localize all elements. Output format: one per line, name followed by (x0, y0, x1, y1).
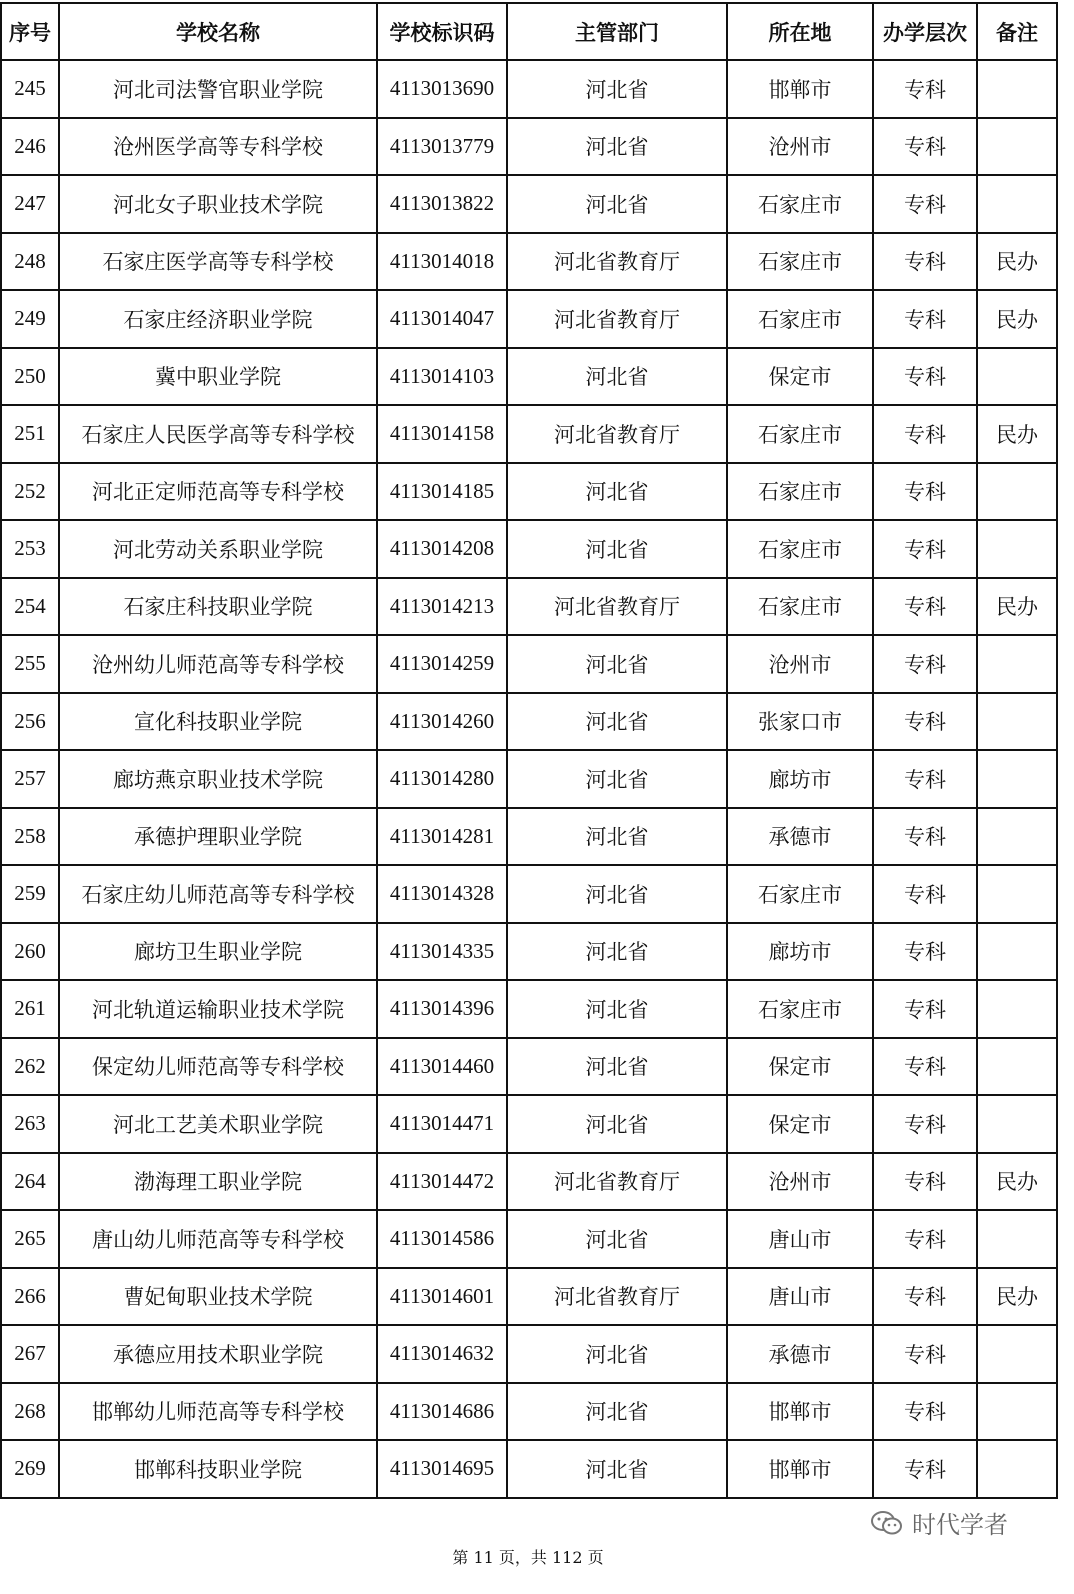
cell-department: 河北省 (507, 1038, 727, 1096)
cell-school-code: 4113013822 (377, 175, 507, 233)
cell-level: 专科 (873, 693, 977, 751)
cell-department: 河北省教育厅 (507, 1268, 727, 1326)
cell-school-name: 冀中职业学院 (59, 348, 377, 406)
cell-school-code: 4113014328 (377, 865, 507, 923)
cell-index: 253 (1, 520, 59, 578)
cell-school-code: 4113014460 (377, 1038, 507, 1096)
cell-remark (977, 1440, 1057, 1498)
cell-remark (977, 348, 1057, 406)
watermark (870, 1505, 1008, 1540)
cell-level: 专科 (873, 118, 977, 176)
header-school-name: 学校名称 (59, 3, 377, 60)
cell-location: 廊坊市 (727, 750, 873, 808)
cell-index: 254 (1, 578, 59, 636)
cell-index: 265 (1, 1210, 59, 1268)
cell-department: 河北省 (507, 1325, 727, 1383)
cell-department: 河北省 (507, 865, 727, 923)
cell-index: 245 (1, 60, 59, 118)
school-list-table (0, 2, 1058, 1499)
cell-department: 河北省 (507, 1440, 727, 1498)
page-footer: 第 11 页，共 112 页 (452, 1548, 604, 1567)
cell-school-name: 渤海理工职业学院 (59, 1153, 377, 1211)
table-row (1, 118, 1057, 176)
table-row (1, 865, 1057, 923)
table-row (1, 1153, 1057, 1211)
cell-department: 河北省 (507, 635, 727, 693)
cell-school-code: 4113013690 (377, 60, 507, 118)
cell-school-name: 宣化科技职业学院 (59, 693, 377, 751)
table-row (1, 1268, 1057, 1326)
cell-index: 257 (1, 750, 59, 808)
cell-remark (977, 463, 1057, 521)
cell-location: 石家庄市 (727, 520, 873, 578)
table-row (1, 635, 1057, 693)
cell-remark (977, 635, 1057, 693)
cell-location: 石家庄市 (727, 405, 873, 463)
cell-remark (977, 1038, 1057, 1096)
cell-remark: 民办 (977, 290, 1057, 348)
cell-level: 专科 (873, 1210, 977, 1268)
cell-school-name: 廊坊卫生职业学院 (59, 923, 377, 981)
cell-remark (977, 118, 1057, 176)
cell-school-name: 石家庄科技职业学院 (59, 578, 377, 636)
cell-department: 河北省 (507, 980, 727, 1038)
cell-department: 河北省 (507, 750, 727, 808)
cell-index: 259 (1, 865, 59, 923)
cell-department: 河北省 (507, 60, 727, 118)
cell-school-code: 4113014601 (377, 1268, 507, 1326)
cell-school-name: 河北司法警官职业学院 (59, 60, 377, 118)
table-row (1, 750, 1057, 808)
cell-location: 石家庄市 (727, 290, 873, 348)
cell-remark (977, 808, 1057, 866)
cell-remark: 民办 (977, 1268, 1057, 1326)
cell-school-name: 石家庄人民医学高等专科学校 (59, 405, 377, 463)
cell-department: 河北省教育厅 (507, 405, 727, 463)
cell-level: 专科 (873, 1325, 977, 1383)
cell-location: 沧州市 (727, 1153, 873, 1211)
table-body (1, 60, 1057, 1498)
cell-index: 250 (1, 348, 59, 406)
cell-school-code: 4113014213 (377, 578, 507, 636)
cell-location: 保定市 (727, 1038, 873, 1096)
cell-index: 261 (1, 980, 59, 1038)
cell-level: 专科 (873, 463, 977, 521)
cell-school-code: 4113014018 (377, 233, 507, 291)
cell-level: 专科 (873, 1440, 977, 1498)
cell-school-code: 4113014472 (377, 1153, 507, 1211)
table-row (1, 1095, 1057, 1153)
cell-level: 专科 (873, 405, 977, 463)
cell-school-name: 廊坊燕京职业技术学院 (59, 750, 377, 808)
cell-school-name: 承德应用技术职业学院 (59, 1325, 377, 1383)
cell-school-name: 沧州幼儿师范高等专科学校 (59, 635, 377, 693)
cell-school-code: 4113014396 (377, 980, 507, 1038)
cell-school-code: 4113014281 (377, 808, 507, 866)
cell-level: 专科 (873, 923, 977, 981)
cell-location: 唐山市 (727, 1210, 873, 1268)
cell-school-code: 4113014586 (377, 1210, 507, 1268)
cell-location: 邯郸市 (727, 1383, 873, 1441)
cell-level: 专科 (873, 348, 977, 406)
cell-location: 廊坊市 (727, 923, 873, 981)
cell-school-code: 4113014185 (377, 463, 507, 521)
cell-school-code: 4113014208 (377, 520, 507, 578)
cell-school-name: 河北女子职业技术学院 (59, 175, 377, 233)
table-row (1, 980, 1057, 1038)
cell-index: 249 (1, 290, 59, 348)
cell-school-code: 4113014103 (377, 348, 507, 406)
cell-remark: 民办 (977, 233, 1057, 291)
cell-index: 256 (1, 693, 59, 751)
cell-index: 263 (1, 1095, 59, 1153)
cell-school-code: 4113014632 (377, 1325, 507, 1383)
header-remark: 备注 (977, 3, 1057, 60)
cell-school-code: 4113014686 (377, 1383, 507, 1441)
cell-index: 248 (1, 233, 59, 291)
cell-level: 专科 (873, 980, 977, 1038)
cell-school-code: 4113014280 (377, 750, 507, 808)
table-row (1, 693, 1057, 751)
cell-school-code: 4113014260 (377, 693, 507, 751)
cell-school-name: 石家庄经济职业学院 (59, 290, 377, 348)
cell-school-name: 曹妃甸职业技术学院 (59, 1268, 377, 1326)
cell-level: 专科 (873, 865, 977, 923)
cell-school-code: 4113014259 (377, 635, 507, 693)
cell-level: 专科 (873, 1038, 977, 1096)
cell-location: 保定市 (727, 1095, 873, 1153)
header-department: 主管部门 (507, 3, 727, 60)
table-row (1, 808, 1057, 866)
cell-index: 251 (1, 405, 59, 463)
cell-remark (977, 520, 1057, 578)
cell-remark (977, 1095, 1057, 1153)
cell-index: 267 (1, 1325, 59, 1383)
table-row (1, 1383, 1057, 1441)
watermark-text: 时代学者 (912, 1511, 1008, 1539)
cell-index: 246 (1, 118, 59, 176)
cell-index: 266 (1, 1268, 59, 1326)
cell-school-code: 4113014335 (377, 923, 507, 981)
cell-location: 石家庄市 (727, 463, 873, 521)
cell-level: 专科 (873, 520, 977, 578)
cell-level: 专科 (873, 1383, 977, 1441)
table-row (1, 923, 1057, 981)
cell-location: 唐山市 (727, 1268, 873, 1326)
cell-level: 专科 (873, 808, 977, 866)
cell-school-name: 沧州医学高等专科学校 (59, 118, 377, 176)
table-row (1, 463, 1057, 521)
cell-location: 邯郸市 (727, 1440, 873, 1498)
cell-remark: 民办 (977, 405, 1057, 463)
cell-location: 沧州市 (727, 635, 873, 693)
cell-level: 专科 (873, 1153, 977, 1211)
cell-location: 石家庄市 (727, 578, 873, 636)
cell-location: 石家庄市 (727, 233, 873, 291)
cell-school-name: 河北劳动关系职业学院 (59, 520, 377, 578)
cell-department: 河北省 (507, 348, 727, 406)
cell-index: 262 (1, 1038, 59, 1096)
cell-remark: 民办 (977, 1153, 1057, 1211)
table-row (1, 348, 1057, 406)
cell-department: 河北省 (507, 1095, 727, 1153)
cell-school-name: 河北工艺美术职业学院 (59, 1095, 377, 1153)
cell-location: 承德市 (727, 1325, 873, 1383)
cell-department: 河北省 (507, 175, 727, 233)
table-row (1, 405, 1057, 463)
table-row (1, 290, 1057, 348)
cell-level: 专科 (873, 1268, 977, 1326)
table-row (1, 233, 1057, 291)
cell-school-name: 河北轨道运输职业技术学院 (59, 980, 377, 1038)
cell-school-name: 邯郸科技职业学院 (59, 1440, 377, 1498)
cell-level: 专科 (873, 1095, 977, 1153)
table-row (1, 1210, 1057, 1268)
cell-level: 专科 (873, 750, 977, 808)
cell-school-code: 4113014471 (377, 1095, 507, 1153)
cell-remark (977, 980, 1057, 1038)
table-row (1, 1440, 1057, 1498)
cell-department: 河北省教育厅 (507, 290, 727, 348)
cell-location: 石家庄市 (727, 865, 873, 923)
cell-school-name: 石家庄医学高等专科学校 (59, 233, 377, 291)
cell-level: 专科 (873, 233, 977, 291)
cell-location: 张家口市 (727, 693, 873, 751)
table-row (1, 60, 1057, 118)
cell-school-name: 河北正定师范高等专科学校 (59, 463, 377, 521)
cell-level: 专科 (873, 578, 977, 636)
cell-level: 专科 (873, 60, 977, 118)
cell-department: 河北省 (507, 1383, 727, 1441)
table-row (1, 520, 1057, 578)
cell-department: 河北省 (507, 923, 727, 981)
cell-remark (977, 750, 1057, 808)
table-header-row (1, 3, 1057, 60)
cell-department: 河北省 (507, 520, 727, 578)
header-location: 所在地 (727, 3, 873, 60)
cell-location: 保定市 (727, 348, 873, 406)
cell-location: 承德市 (727, 808, 873, 866)
cell-remark: 民办 (977, 578, 1057, 636)
cell-index: 247 (1, 175, 59, 233)
cell-remark (977, 923, 1057, 981)
cell-department: 河北省 (507, 1210, 727, 1268)
cell-school-code: 4113014695 (377, 1440, 507, 1498)
cell-department: 河北省 (507, 808, 727, 866)
cell-school-code: 4113013779 (377, 118, 507, 176)
cell-location: 沧州市 (727, 118, 873, 176)
cell-index: 258 (1, 808, 59, 866)
cell-remark (977, 693, 1057, 751)
cell-school-name: 唐山幼儿师范高等专科学校 (59, 1210, 377, 1268)
cell-index: 255 (1, 635, 59, 693)
cell-location: 石家庄市 (727, 175, 873, 233)
cell-department: 河北省 (507, 693, 727, 751)
cell-department: 河北省 (507, 463, 727, 521)
cell-level: 专科 (873, 175, 977, 233)
cell-index: 269 (1, 1440, 59, 1498)
header-index: 序号 (1, 3, 59, 60)
table-row (1, 578, 1057, 636)
cell-index: 252 (1, 463, 59, 521)
header-level: 办学层次 (873, 3, 977, 60)
cell-school-name: 承德护理职业学院 (59, 808, 377, 866)
cell-school-name: 保定幼儿师范高等专科学校 (59, 1038, 377, 1096)
cell-index: 268 (1, 1383, 59, 1441)
cell-level: 专科 (873, 635, 977, 693)
cell-department: 河北省教育厅 (507, 578, 727, 636)
table-row (1, 175, 1057, 233)
cell-department: 河北省教育厅 (507, 1153, 727, 1211)
cell-school-code: 4113014047 (377, 290, 507, 348)
cell-remark (977, 1210, 1057, 1268)
header-school-code: 学校标识码 (377, 3, 507, 60)
cell-remark (977, 60, 1057, 118)
cell-department: 河北省 (507, 118, 727, 176)
cell-remark (977, 1325, 1057, 1383)
cell-school-code: 4113014158 (377, 405, 507, 463)
cell-index: 260 (1, 923, 59, 981)
cell-location: 邯郸市 (727, 60, 873, 118)
cell-remark (977, 175, 1057, 233)
cell-school-name: 邯郸幼儿师范高等专科学校 (59, 1383, 377, 1441)
table-row (1, 1038, 1057, 1096)
wechat-icon (870, 1509, 904, 1537)
cell-index: 264 (1, 1153, 59, 1211)
cell-school-name: 石家庄幼儿师范高等专科学校 (59, 865, 377, 923)
cell-department: 河北省教育厅 (507, 233, 727, 291)
cell-location: 石家庄市 (727, 980, 873, 1038)
cell-remark (977, 865, 1057, 923)
table-row (1, 1325, 1057, 1383)
cell-level: 专科 (873, 290, 977, 348)
cell-remark (977, 1383, 1057, 1441)
